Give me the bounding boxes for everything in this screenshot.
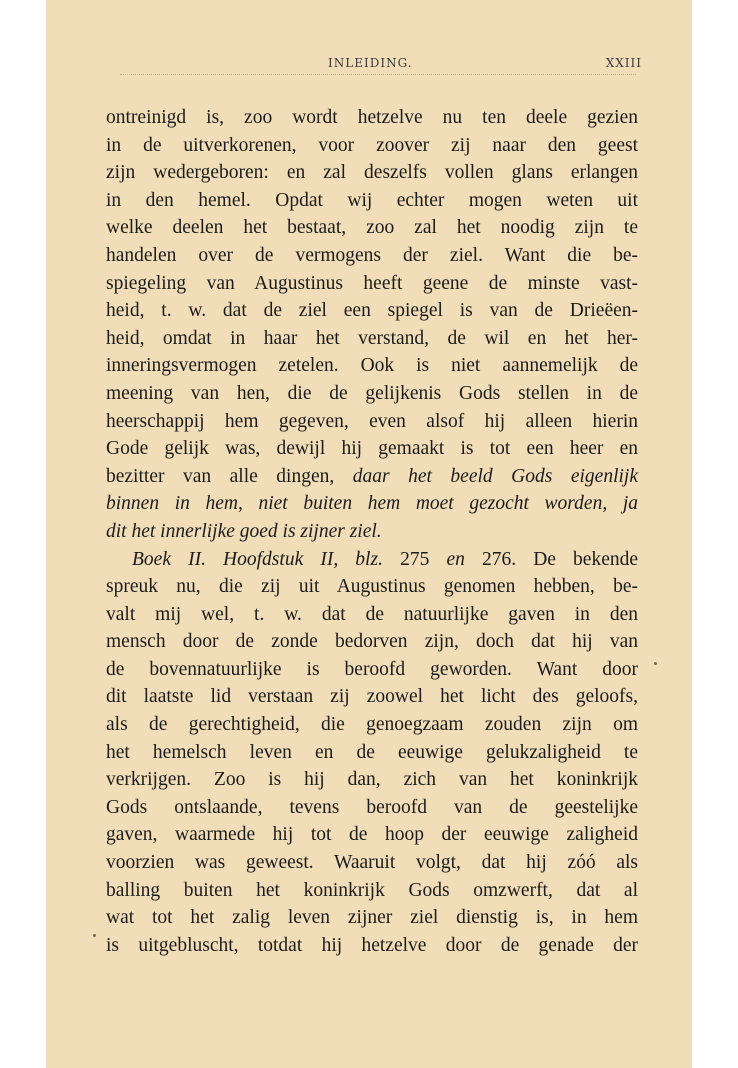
running-title: INLEIDING. [328,56,413,70]
body-text [106,104,638,959]
text-line: wat tot het zalig leven zijner ziel dienstig is, in hem [106,907,638,929]
text-line-italic: binnen in hem, niet buiten hem moet gezocht worden, ja [106,493,638,515]
reference-rest: 276. De bekende [464,548,639,570]
text-line-mixed [106,463,638,491]
text-line: als de gerechtigheid, die genoegzaam zouden zijn om [106,714,638,736]
text-line-italic: dit het innerlijke goed is zijner ziel. [106,520,382,542]
text-line: heerschappij hem gegeven, even alsof hij alleen hierin [106,410,638,432]
text-line: welke deelen het bestaat, zoo zal het noodig zijn te [106,217,638,239]
text-line: heid, omdat in haar het verstand, de wil en het her- [106,327,638,349]
text-line: valt mij wel, t. w. dat de natuurlijke gaven in den [106,603,638,625]
text-line: mensch door de zonde bedorven zijn, doch dat hij van [106,631,638,653]
page-header [46,56,692,76]
text-line: spreuk nu, die zij uit Augustinus genomen hebben, be- [106,576,638,598]
ink-speck [654,662,657,665]
book-page [46,0,692,1068]
roman-segment: bezitter van alle dingen, [106,465,353,487]
text-line: handelen over de vermogens der ziel. Want die be- [106,244,638,266]
ink-speck [93,934,96,937]
reference-en: en [446,548,465,570]
text-line: de bovennatuurlijke is beroofd geworden. Want door [106,658,638,680]
text-line: Gode gelijk was, dewijl hij gemaakt is tot een heer en [106,438,638,460]
reference-boek: Boek II. Hoofdstuk II, blz. [132,548,383,570]
text-line: spiegeling van Augustinus heeft geene de minste vast- [106,272,638,294]
text-line: Gods ontslaande, tevens beroofd van de geestelijke [106,796,638,818]
header-rule [120,74,636,75]
text-line: dit laatste lid verstaan zij zoowel het licht des geloofs, [106,686,638,708]
text-line: in den hemel. Opdat wij echter mogen weten uit [106,189,638,211]
text-line: meening van hen, die de gelijkenis Gods stellen in de [106,382,638,404]
page-number: XXIII [605,56,642,70]
text-line: in de uitverkorenen, voor zoover zij naar den geest [106,134,638,156]
text-line: verkrijgen. Zoo is hij dan, zich van het koninkrijk [106,769,638,791]
italic-segment: daar het beeld Gods eigenlijk [352,465,638,487]
text-line: het hemelsch leven en de eeuwige gelukzaligheid te [106,741,638,763]
text-line: ontreinigd is, zoo wordt hetzelve nu ten deele gezien [106,107,638,128]
reference-line [106,546,638,574]
reference-page1: 275 [382,548,447,570]
text-line: gaven, waarmede hij tot de hoop der eeuwige zaligheid [106,824,638,846]
text-line: is uitgebluscht, totdat hij hetzelve door de genade der [106,934,638,956]
text-line: inneringsvermogen zetelen. Ook is niet aannemelijk de [106,355,638,377]
text-line: zijn wedergeboren: en zal deszelfs vollen glans erlangen [106,162,638,184]
text-line: balling buiten het koninkrijk Gods omzwerft, dat al [106,879,638,901]
text-line: heid, t. w. dat de ziel een spiegel is van de Drieëen- [106,300,638,322]
text-line: voorzien was geweest. Waaruit volgt, dat hij zóó als [106,852,638,874]
